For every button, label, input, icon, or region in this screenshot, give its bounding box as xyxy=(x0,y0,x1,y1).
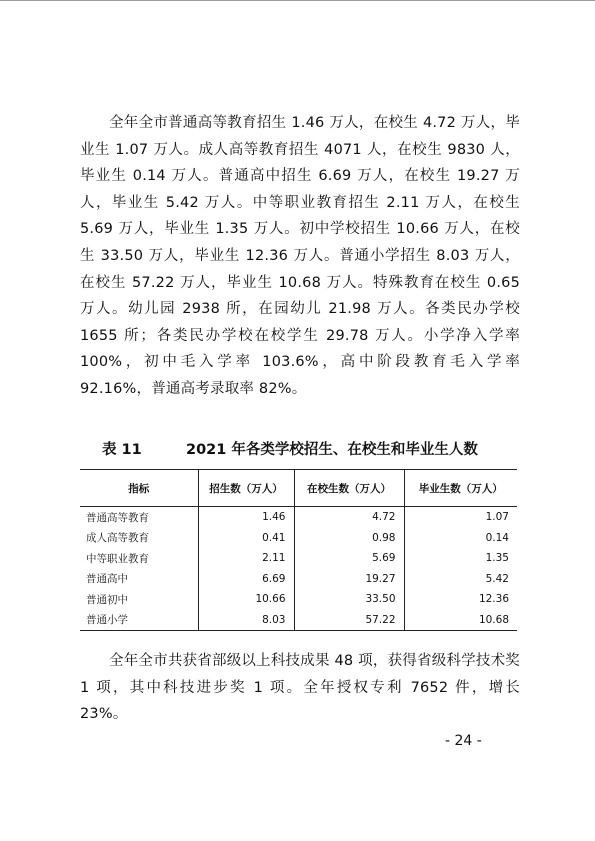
table-row xyxy=(80,569,517,590)
row-label: 普通小学 xyxy=(80,610,198,631)
graduates-cell: 12.36 xyxy=(404,589,517,610)
row-label: 中等职业教育 xyxy=(86,552,149,565)
row-label: 成人高等教育 xyxy=(86,532,149,545)
header-students: 在校生数（万人） xyxy=(294,470,404,507)
graduates-cell: 1.35 xyxy=(404,548,517,569)
enrollment-cell: 0.41 xyxy=(198,528,294,549)
header-graduates: 毕业生数（万人） xyxy=(404,470,517,507)
graduates-cell: 0.14 xyxy=(404,528,517,549)
students-cell: 33.50 xyxy=(294,589,404,610)
students-cell: 5.69 xyxy=(294,548,404,569)
students-cell: 57.22 xyxy=(294,610,404,631)
science-paragraph: 全年全市共获省部级以上科技成果 48 项，获得省级科学技术奖 1 项，其中科技进步奖 1 项。全年授权专利 7652 件，增长 23%。 xyxy=(80,653,520,723)
students-cell: 0.98 xyxy=(294,528,404,549)
table-row xyxy=(80,507,517,528)
row-label: 普通高等教育 xyxy=(86,511,149,524)
table-row xyxy=(80,610,517,631)
table-title: 2021 年各类学校招生、在校生和毕业生人数 xyxy=(186,442,478,458)
page-number: - 24 - xyxy=(445,733,482,749)
table-number: 表 11 xyxy=(102,442,142,458)
students-cell: 4.72 xyxy=(294,507,404,528)
row-label: 普通初中 xyxy=(86,593,128,606)
row-label: 普通高中 xyxy=(86,573,128,586)
school-statistics-table xyxy=(80,469,517,631)
table-row xyxy=(80,528,517,549)
header-enrollment: 招生数（万人） xyxy=(198,470,294,507)
enrollment-cell: 2.11 xyxy=(198,548,294,569)
enrollment-cell: 8.03 xyxy=(198,610,294,631)
table-row xyxy=(80,548,517,569)
graduates-cell: 1.07 xyxy=(404,507,517,528)
header-indicator: 指标 xyxy=(80,470,198,507)
table-header-row xyxy=(80,470,517,507)
top-rule xyxy=(0,0,595,1)
graduates-cell: 10.68 xyxy=(404,610,517,631)
education-paragraph: 全年全市普通高等教育招生 1.46 万人，在校生 4.72 万人，毕业生 1.07 万人。成人高等教育招生 4071 人，在校生 9830 人，毕业生 0.14 万人。普通高中招生 6.69 万人，在校生 19.27 万人，毕业生 5.42 万人。中等职业教育招生 2.11 万人，在校生 5.69 万人，毕业生 1.35 万人。初中学校招生 10.66 万人，在校生 33.50 万人，毕业生 12.36 万人。普通小学招生 8.03 万人，在校生 57.22 万人，毕业生 10.68 万人。特殊教育在校生 0.65 万人。幼儿园 2938 所，在园幼儿 21.98 万人。各类民办学校 1655 所；各类民办学校在校学生 29.78 万人。小学净入学率 100%，初中毛入学率 103.6%，高中阶段教育毛入学率 92.16%，普通高考录取率 82%。 xyxy=(80,115,520,397)
enrollment-cell: 6.69 xyxy=(198,569,294,590)
students-cell: 19.27 xyxy=(294,569,404,590)
graduates-cell: 5.42 xyxy=(404,569,517,590)
enrollment-cell: 1.46 xyxy=(198,507,294,528)
enrollment-cell: 10.66 xyxy=(198,589,294,610)
table-row xyxy=(80,589,517,610)
